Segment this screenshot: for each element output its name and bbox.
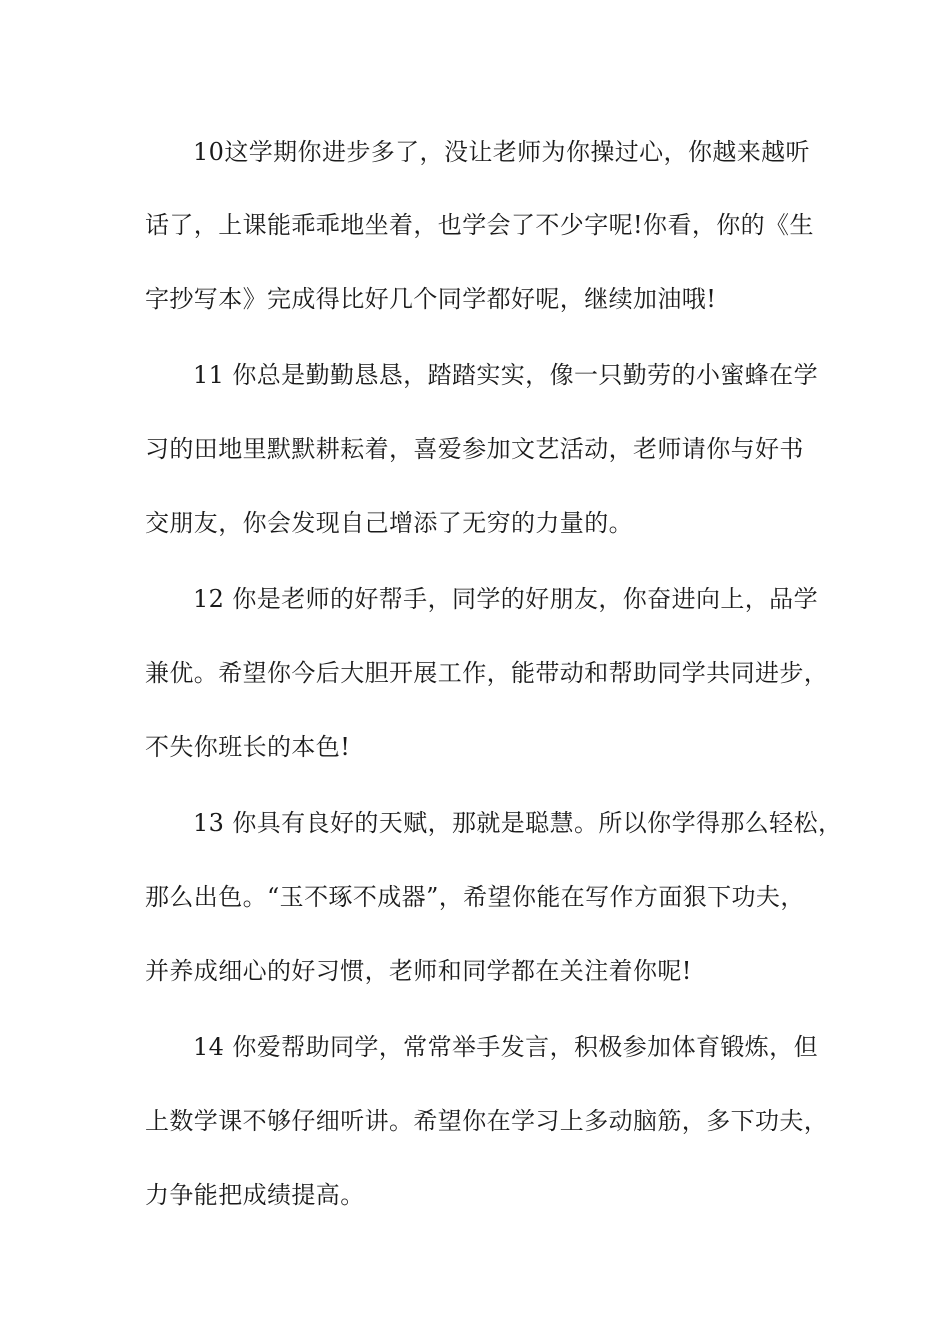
- paragraph-10-line-2: 话了，上课能乖乖地坐着，也学会了不少字呢!你看，你的《生: [145, 211, 814, 239]
- paragraph-13-line-2: 那么出色。“玉不琢不成器”，希望你能在写作方面狠下功夫，: [145, 883, 805, 911]
- paragraph-10-line-1: 10这学期你进步多了，没让老师为你操过心，你越来越听: [193, 138, 810, 166]
- paragraph-11-line-3: 交朋友，你会发现自己增添了无穷的力量的。: [145, 509, 633, 537]
- paragraph-12-line-1: 12 你是老师的好帮手，同学的好朋友，你奋进向上，品学: [193, 585, 818, 613]
- paragraph-11-line-2: 习的田地里默默耕耘着，喜爱参加文艺活动，老师请你与好书: [145, 435, 804, 463]
- paragraph-14-line-1: 14 你爱帮助同学，常常举手发言，积极参加体育锻炼，但: [193, 1033, 818, 1061]
- paragraph-11-line-1: 11 你总是勤勤恳恳，踏踏实实，像一只勤劳的小蜜蜂在学: [193, 361, 818, 389]
- paragraph-12-line-2: 兼优。希望你今后大胆开展工作，能带动和帮助同学共同进步，: [145, 659, 829, 687]
- paragraph-13-line-3: 并养成细心的好习惯，老师和同学都在关注着你呢!: [145, 957, 692, 985]
- paragraph-13-line-1: 13 你具有良好的天赋，那就是聪慧。所以你学得那么轻松，: [193, 809, 843, 837]
- paragraph-12-line-3: 不失你班长的本色!: [145, 733, 351, 761]
- paragraph-14-line-3: 力争能把成绩提高。: [145, 1181, 365, 1209]
- paragraph-14-line-2: 上数学课不够仔细听讲。希望你在学习上多动脑筋，多下功夫，: [145, 1107, 829, 1135]
- paragraph-10-line-3: 字抄写本》完成得比好几个同学都好呢，继续加油哦!: [145, 285, 717, 313]
